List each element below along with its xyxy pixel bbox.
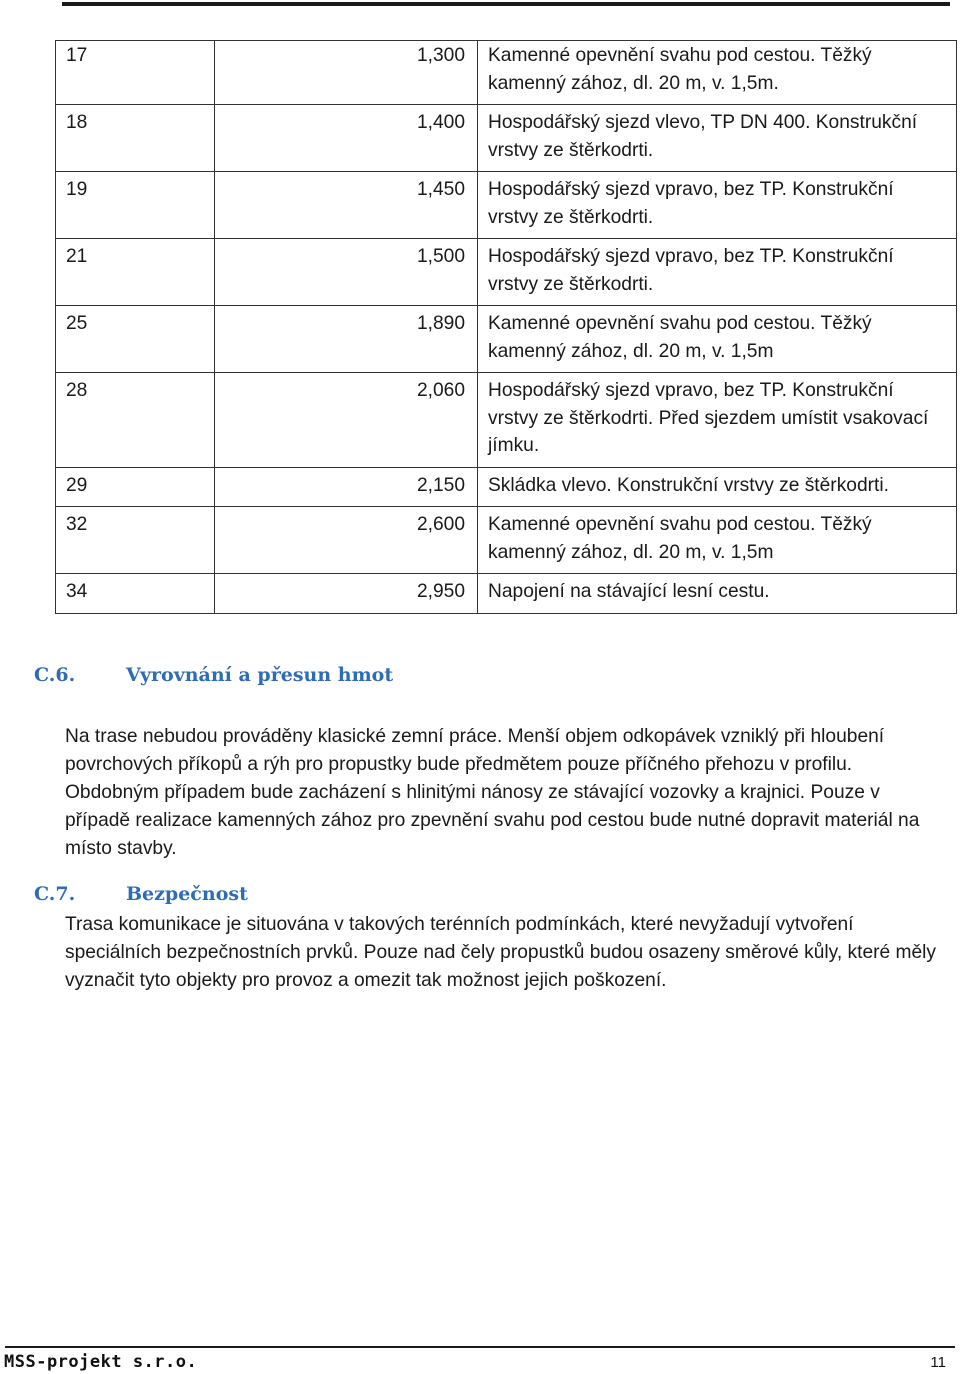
section-number: C.6. [34,664,76,686]
table-row [56,105,957,172]
row-chainage: 2,950 [215,574,478,614]
row-description: Hospodářský sjezd vpravo, bez TP. Konstrukční vrstvy ze štěrkodrti. [478,239,957,306]
row-description: Hospodářský sjezd vpravo, bez TP. Konstrukční vrstvy ze štěrkodrti. Před sjezdem umístit vsakovací jímku. [478,373,957,468]
table-row [56,467,957,507]
row-description: Skládka vlevo. Konstrukční vrstvy ze štěrkodrti. [478,467,957,507]
section-body-c7: Trasa komunikace je situována v takových terénních podmínkách, které nevyžadují vytvoření speciálních bezpečnostních prvků. Pouze nad čely propustků budou osazeny směrové kůly, které měly vyznačit tyto objekty pro provoz a omezit tak možnost jejich poškození. [65,914,937,991]
row-description: Napojení na stávající lesní cestu. [478,574,957,614]
row-chainage: 2,150 [215,467,478,507]
row-chainage: 1,500 [215,239,478,306]
row-number: 18 [56,105,215,172]
top-rule [62,2,950,6]
table-row [56,574,957,614]
section-body-c6: Na trase nebudou prováděny klasické zemní práce. Menší objem odkopávek vzniklý při hloubení povrchových příkopů a rýh pro propustky bude předmětem pouze příčného přehozu v profilu. Obdobným případem bude zacházení s hlinitými nánosy ze stávající vozovky a krajnici. Pouze v případě realizace kamenných zához pro zpevnění svahu pod cestou bude nutné dopravit materiál na místo stavby. [65,726,920,859]
row-description: Hospodářský sjezd vpravo, bez TP. Konstrukční vrstvy ze štěrkodrti. [478,172,957,239]
section-title: Vyrovnání a přesun hmot [126,664,394,686]
row-chainage: 1,300 [215,41,478,105]
table-row [56,306,957,373]
row-number: 21 [56,239,215,306]
row-description: Kamenné opevnění svahu pod cestou. Těžký kamenný zához, dl. 20 m, v. 1,5m [478,306,957,373]
structures-table [55,40,957,614]
section-heading-c7 [34,883,248,905]
row-number: 32 [56,507,215,574]
row-chainage: 2,600 [215,507,478,574]
row-number: 25 [56,306,215,373]
row-chainage: 1,450 [215,172,478,239]
section-heading-c6 [34,664,393,686]
row-description: Kamenné opevnění svahu pod cestou. Těžký kamenný zához, dl. 20 m, v. 1,5m. [478,41,957,105]
row-number: 34 [56,574,215,614]
row-number: 28 [56,373,215,468]
row-chainage: 1,400 [215,105,478,172]
row-description: Hospodářský sjezd vlevo, TP DN 400. Konstrukční vrstvy ze štěrkodrti. [478,105,957,172]
row-number: 19 [56,172,215,239]
table-row [56,507,957,574]
structures-table-body [56,41,957,614]
row-chainage: 1,890 [215,306,478,373]
company-logo: MSS-projekt s.r.o. [4,1352,198,1372]
row-chainage: 2,060 [215,373,478,468]
section-title: Bezpečnost [126,883,248,905]
table-row [56,41,957,105]
row-number: 17 [56,41,215,105]
table-row [56,239,957,306]
page-number: 11 [930,1354,946,1371]
table-row [56,373,957,468]
section-number: C.7. [34,883,76,905]
table-row [56,172,957,239]
row-description: Kamenné opevnění svahu pod cestou. Těžký kamenný zához, dl. 20 m, v. 1,5m [478,507,957,574]
row-number: 29 [56,467,215,507]
footer-rule [5,1346,955,1348]
